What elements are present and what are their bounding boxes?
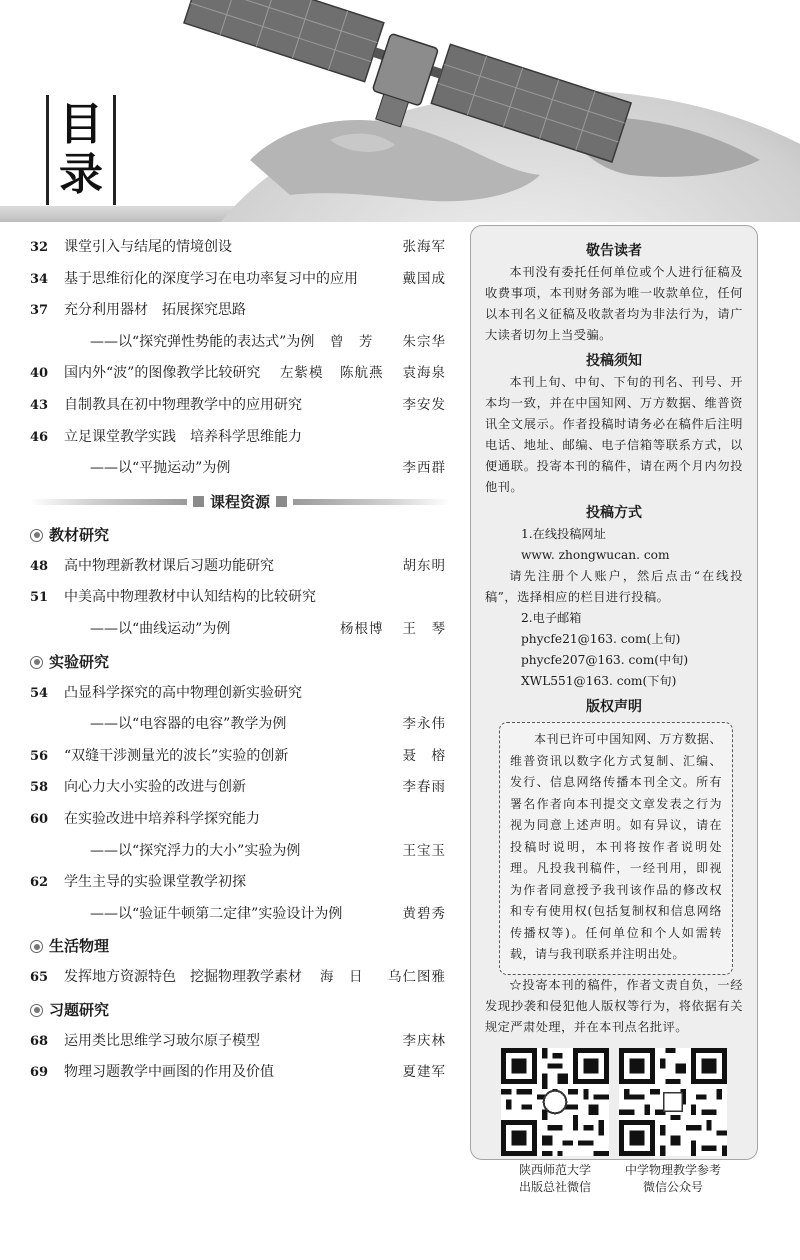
- article-title: 向心力大小实验的改进与创新: [64, 779, 246, 796]
- toc-entry[interactable]: [30, 678, 450, 710]
- circle-bullet-icon: [30, 940, 43, 953]
- toc-entry[interactable]: [30, 741, 450, 773]
- banner-title: 课程资源: [210, 493, 271, 512]
- category-heading: [30, 994, 450, 1026]
- article-subtitle: ——以“探究浮力的大小”实验为例: [90, 842, 301, 859]
- toc-entry[interactable]: [30, 390, 450, 422]
- article-title: 发挥地方资源特色 挖掘物理教学素材: [64, 969, 302, 986]
- toc-entry[interactable]: [30, 232, 450, 264]
- qr-code-icon: [619, 1048, 727, 1156]
- article-title: 凸显科学探究的高中物理创新实验研究: [64, 684, 302, 701]
- toc-entry[interactable]: [30, 1026, 450, 1058]
- article-author: 李永伟: [402, 716, 446, 733]
- table-of-contents: [30, 232, 450, 1089]
- copyright-heading: 版权声明: [586, 699, 642, 715]
- article-title: 课堂引入与结尾的情境创设: [64, 239, 232, 255]
- toc-entry[interactable]: [30, 551, 450, 583]
- article-title: 运用类比思维学习玻尔原子模型: [64, 1032, 260, 1049]
- page-number: 68: [30, 1033, 49, 1049]
- circle-bullet-icon: [30, 656, 43, 669]
- qr-code-wechat-official[interactable]: [617, 1048, 729, 1196]
- toc-subtitle: [30, 709, 450, 741]
- page-number: 69: [30, 1065, 49, 1081]
- article-author: 李西群: [402, 460, 446, 477]
- article-author: 左紫模: [280, 365, 324, 382]
- article-title: 立足课堂教学实践 培养科学思维能力: [64, 428, 302, 445]
- article-author: 乌仁图雅: [388, 969, 446, 986]
- toc-entry[interactable]: [30, 422, 450, 454]
- banner-rule-right: [293, 499, 450, 505]
- toc-entry[interactable]: [30, 358, 450, 390]
- article-subtitle: ——以“曲线运动”为例: [90, 620, 231, 637]
- article-subtitle: ——以“平抛运动”为例: [90, 460, 231, 477]
- page-number: 40: [30, 366, 49, 382]
- qr-code-icon: [501, 1048, 609, 1156]
- online-submission-note: 请先注册个人账户，然后点击“在线投稿”，选择相应的栏目进行投稿。: [485, 569, 743, 604]
- article-title: 中美高中物理教材中认知结构的比较研究: [64, 589, 316, 606]
- page-title: [46, 95, 116, 205]
- category-heading: [30, 519, 450, 551]
- page-number: 54: [30, 685, 49, 701]
- article-author: 李庆林: [402, 1032, 446, 1049]
- page-number: 56: [30, 748, 49, 764]
- article-author: 胡东明: [402, 557, 446, 574]
- category-name: 生活物理: [49, 937, 110, 956]
- article-title: 基于思维衍化的深度学习在电功率复习中的应用: [64, 270, 358, 287]
- article-author: 李安发: [402, 396, 446, 413]
- article-title: 高中物理新教材课后习题功能研究: [64, 557, 274, 574]
- article-author: 张海军: [402, 239, 446, 255]
- page-number: 32: [30, 240, 49, 255]
- submission-guidelines-heading: 投稿须知: [586, 353, 642, 369]
- category-heading: [30, 646, 450, 678]
- toc-subtitle: [30, 836, 450, 868]
- article-title: 学生主导的实验课堂教学初探: [64, 874, 246, 891]
- article-title: “双缝干涉测量光的波长”实验的创新: [64, 747, 289, 764]
- article-author: 陈航燕: [340, 365, 384, 382]
- article-subtitle: ——以“探究弹性势能的表达式”为例: [90, 333, 315, 350]
- article-author: 王宝玉: [402, 842, 446, 859]
- article-title: 在实验改进中培养科学探究能力: [64, 810, 260, 827]
- online-submission-url[interactable]: www. zhongwucan. com: [521, 548, 670, 562]
- article-title: 自制教具在初中物理教学中的应用研究: [64, 396, 302, 413]
- toc-entry[interactable]: [30, 264, 450, 296]
- email-address[interactable]: phycfe207@163. com(中旬): [521, 653, 689, 667]
- article-author: 杨根博: [340, 620, 384, 637]
- qr-caption: 中学物理教学参考 微信公众号: [624, 1162, 721, 1194]
- title-char-2: 录: [59, 149, 103, 200]
- email-label: 2.电子邮箱: [521, 611, 582, 625]
- article-author: 海 日: [320, 969, 364, 986]
- toc-entry[interactable]: [30, 582, 450, 614]
- article-title: 充分利用器材 拓展探究思路: [64, 302, 246, 319]
- toc-entry[interactable]: [30, 804, 450, 836]
- toc-entry[interactable]: [30, 962, 450, 994]
- toc-entry[interactable]: [30, 295, 450, 327]
- qr-code-publisher[interactable]: [499, 1048, 611, 1196]
- submission-guidelines-text: 本刊上旬、中旬、下旬的刊名、刊号、开本均一致，并在中国知网、万方数据、维普资讯全文展示。作者投稿时请务必在稿件后注明电话、地址、邮编、电子信箱等联系方式，以便通联。投寄本刊的稿件，请在两个月内勿投他刊。: [485, 375, 743, 494]
- category-name: 实验研究: [49, 652, 110, 671]
- qr-caption: 陕西师范大学 出版总社微信: [518, 1162, 591, 1194]
- article-author: 黄碧秀: [402, 905, 446, 922]
- circle-bullet-icon: [30, 529, 43, 542]
- article-author: 朱宗华: [402, 333, 446, 350]
- category-name: 教材研究: [49, 525, 110, 544]
- article-author: 曾 芳: [330, 333, 374, 350]
- page-number: 46: [30, 429, 49, 445]
- article-subtitle: ——以“电容器的电容”教学为例: [90, 716, 287, 733]
- page-number: 60: [30, 811, 49, 827]
- title-char-1: 目: [59, 99, 103, 150]
- toc-entry[interactable]: [30, 1057, 450, 1089]
- copyright-text: 本刊已许可中国知网、万方数据、维普资讯以数字化方式复制、汇编、发行、信息网络传播本刊全文。所有署名作者向本刊提交文章发表之行为视为同意上述声明。如有异议，请在投稿时说明，本刊将按作者说明处理。凡投我刊稿件，一经刊用，即视为作者同意授予我刊该作品的修改权和专有使用权(包括复制权和信息网络传播权等)。任何单位和个人如需转载，请与我刊联系并注明出处。: [510, 732, 722, 961]
- category-name: 习题研究: [49, 1000, 110, 1019]
- notice-heading: 敬告读者: [586, 243, 642, 259]
- online-submission-label: 1.在线投稿网址: [521, 527, 606, 541]
- toc-subtitle: [30, 899, 450, 931]
- page-number: 58: [30, 780, 49, 796]
- article-title: 物理习题教学中画图的作用及价值: [64, 1064, 274, 1081]
- toc-subtitle: [30, 327, 450, 359]
- submission-method-heading: 投稿方式: [586, 505, 642, 521]
- article-author: 袁海泉: [402, 365, 446, 382]
- article-subtitle: ——以“验证牛顿第二定律”实验设计为例: [90, 905, 343, 922]
- page-number: 37: [30, 303, 49, 319]
- banner-square-right: [276, 496, 287, 507]
- qr-code-area: [485, 1038, 743, 1196]
- page-number: 48: [30, 558, 49, 574]
- article-author: 王 琴: [402, 620, 446, 637]
- toc-entry[interactable]: [30, 867, 450, 899]
- article-title: 国内外“波”的图像教学比较研究: [64, 365, 261, 382]
- page-number: 62: [30, 875, 49, 891]
- article-author: 夏建军: [402, 1064, 446, 1081]
- satellite-earth-illustration: [0, 0, 800, 222]
- toc-subtitle: [30, 614, 450, 646]
- email-address[interactable]: XWL551@163. com(下旬): [521, 674, 677, 688]
- article-author: 李春雨: [402, 779, 446, 796]
- article-author: 戴国成: [402, 270, 446, 287]
- copyright-box: [499, 722, 733, 975]
- banner-rule-left: [30, 499, 187, 505]
- article-author: 聂 榕: [402, 747, 446, 764]
- email-address[interactable]: phycfe21@163. com(上旬): [521, 632, 681, 646]
- section-banner: [30, 485, 450, 519]
- circle-bullet-icon: [30, 1004, 43, 1017]
- page-number: 43: [30, 397, 49, 413]
- category-heading: [30, 930, 450, 962]
- info-panel: [470, 225, 758, 1194]
- toc-subtitle: [30, 453, 450, 485]
- toc-entry[interactable]: [30, 772, 450, 804]
- notice-text: 本刊没有委托任何单位或个人进行征稿及收费事项，本刊财务部为唯一收款单位，任何以本刊名义征稿及收款者均为非法行为，请广大读者切勿上当受骗。: [485, 265, 743, 342]
- page-number: 34: [30, 271, 49, 287]
- page-number: 65: [30, 970, 49, 986]
- banner-square-left: [193, 496, 204, 507]
- page-number: 51: [30, 590, 49, 606]
- header-banner: [0, 0, 800, 222]
- plagiarism-warning: ☆投寄本刊的稿件，作者文责自负，一经发现抄袭和侵犯他人版权等行为，将依据有关规定严肃处理，并在本刊点名批评。: [485, 977, 743, 1034]
